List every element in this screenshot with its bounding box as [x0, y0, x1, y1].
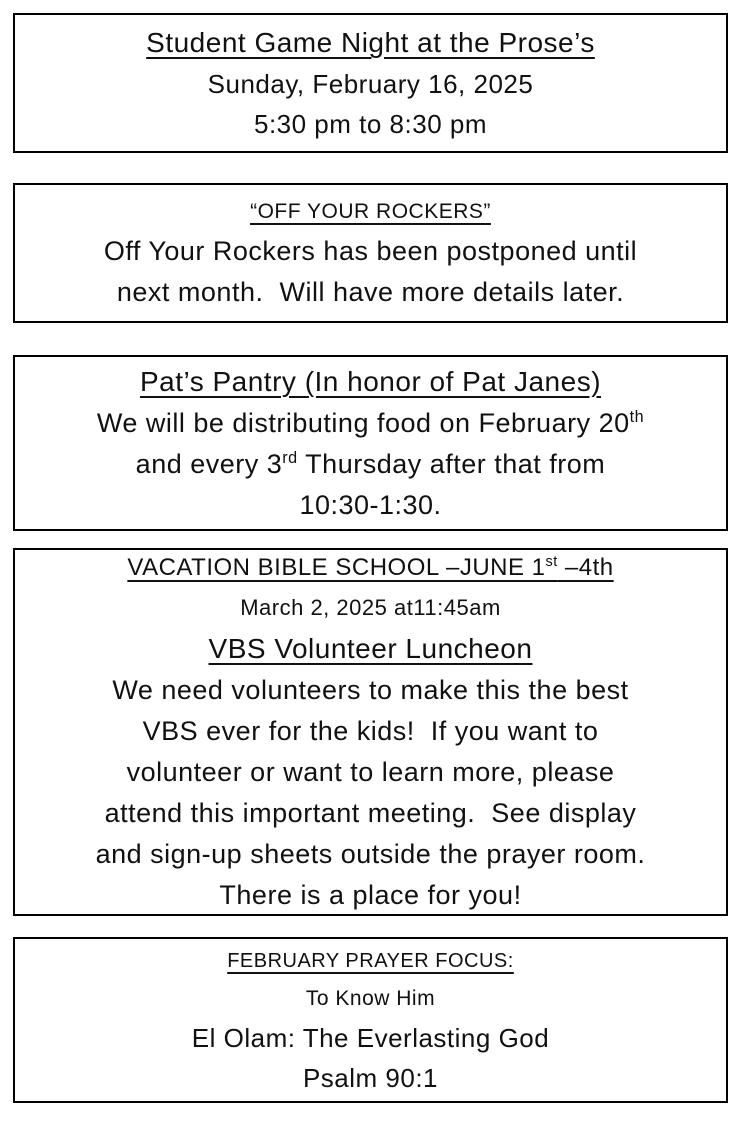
- off-your-rockers-body-line-1: Off Your Rockers has been postponed until: [103, 236, 638, 266]
- ordinal-suffix: rd: [282, 448, 298, 467]
- vbs-title-underlined: [127, 554, 613, 581]
- student-game-night-time: 5:30 pm to 8:30 pm: [253, 109, 488, 139]
- vbs-luncheon-datetime: March 2, 2025 at11:45am: [240, 595, 501, 620]
- text-segment: We will be distributing food on February 20: [96, 407, 630, 438]
- vbs-body-line-6: There is a place for you!: [219, 880, 522, 910]
- vbs-body-line-2: VBS ever for the kids! If you want to: [142, 716, 599, 746]
- student-game-night-title: Student Game Night at the Prose’s: [146, 27, 595, 58]
- prayer-focus-name: El Olam: The Everlasting God: [191, 1023, 550, 1053]
- text-segment: and every 3: [135, 448, 283, 479]
- prayer-focus-theme: To Know Him: [305, 987, 436, 1010]
- off-your-rockers-title: “OFF YOUR ROCKERS”: [250, 200, 491, 223]
- announcement-student-game-night: [13, 13, 728, 153]
- vbs-body-line-4: attend this important meeting. See display: [104, 798, 637, 828]
- ordinal-suffix: th: [629, 407, 645, 426]
- vbs-body-line-3: volunteer or want to learn more, please: [126, 757, 615, 787]
- announcement-vacation-bible-school: [13, 548, 728, 916]
- text-segment: –4th: [557, 554, 614, 581]
- announcement-february-prayer-focus: [13, 937, 728, 1103]
- text-segment: Thursday after that from: [297, 448, 606, 479]
- prayer-focus-title: FEBRUARY PRAYER FOCUS:: [227, 950, 514, 972]
- pats-pantry-body-line-1: [97, 403, 644, 444]
- pats-pantry-body-line-3: [299, 485, 441, 526]
- announcement-off-your-rockers: [13, 183, 728, 323]
- vbs-body-line-1: We need volunteers to make this the best: [112, 675, 629, 705]
- text-segment: VACATION BIBLE SCHOOL –JUNE 1: [127, 554, 546, 581]
- ordinal-suffix: st: [545, 554, 558, 570]
- vbs-luncheon-subheading: VBS Volunteer Luncheon: [208, 633, 533, 664]
- text-segment: 10:30-1:30.: [299, 489, 442, 520]
- off-your-rockers-body-line-2: next month. Will have more details later.: [116, 277, 625, 307]
- pats-pantry-title: Pat’s Pantry (In honor of Pat Janes): [139, 365, 602, 397]
- vbs-body-line-5: and sign-up sheets outside the prayer room.: [95, 839, 646, 869]
- vbs-title: [127, 548, 613, 588]
- student-game-night-date: Sunday, February 16, 2025: [207, 69, 534, 99]
- announcement-pats-pantry: [13, 355, 728, 531]
- prayer-focus-verse: Psalm 90:1: [302, 1063, 439, 1093]
- pats-pantry-body-line-2: [136, 444, 606, 485]
